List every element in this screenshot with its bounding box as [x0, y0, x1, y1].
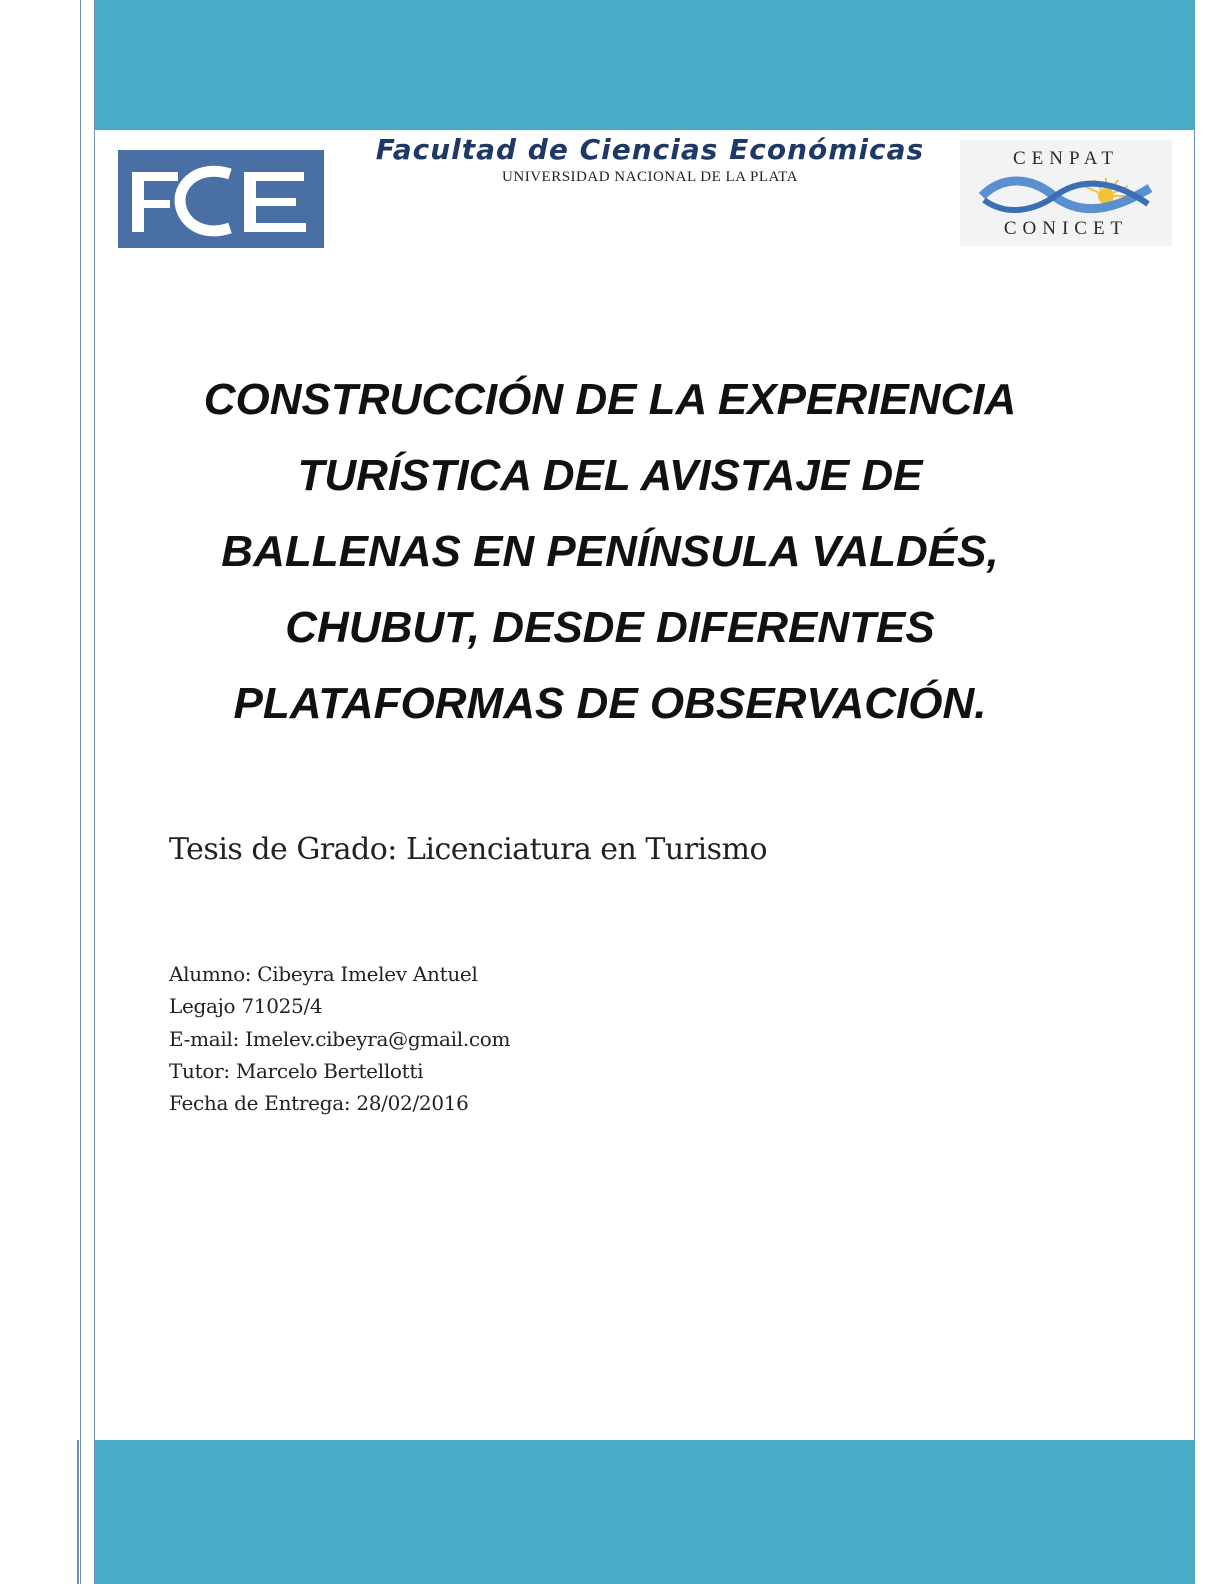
student-email: E-mail: Imelev.cibeyra@gmail.com — [169, 1026, 511, 1051]
cenpat-conicet-logo — [960, 140, 1172, 246]
fce-logo — [118, 150, 324, 248]
thesis-title-line: PLATAFORMAS DE OBSERVACIÓN. — [233, 679, 987, 728]
cenpat-label: CENPAT — [1012, 148, 1120, 169]
thesis-subtitle: Tesis de Grado: Licenciatura en Turismo — [169, 832, 768, 867]
frame-line-right — [1194, 0, 1195, 1584]
frame-line-outer-left — [80, 0, 81, 1584]
wave-sun-icon — [978, 174, 1158, 216]
thesis-title — [170, 362, 1050, 742]
delivery-date: Fecha de Entrega: 28/02/2016 — [169, 1091, 469, 1116]
thesis-title-line: BALLENAS EN PENÍNSULA VALDÉS, — [221, 527, 999, 576]
thesis-title-line: TURÍSTICA DEL AVISTAJE DE — [297, 451, 923, 500]
thesis-title-line: CHUBUT, DESDE DIFERENTES — [285, 603, 935, 652]
tutor-name: Tutor: Marcelo Bertellotti — [169, 1058, 424, 1083]
bottom-banner — [95, 1440, 1195, 1584]
frame-line-inner-left — [94, 0, 95, 1584]
student-id: Legajo 71025/4 — [169, 994, 323, 1019]
author-info — [169, 958, 510, 1119]
top-banner — [95, 0, 1195, 130]
frame-line-left-accent — [77, 1440, 79, 1584]
thesis-title-line: CONSTRUCCIÓN DE LA EXPERIENCIA — [203, 375, 1017, 424]
student-name: Alumno: Cibeyra Imelev Antuel — [169, 962, 478, 986]
conicet-label: CONICET — [1003, 218, 1129, 239]
faculty-title: Facultad de Ciencias Económicas — [375, 133, 925, 166]
university-name: UNIVERSIDAD NACIONAL DE LA PLATA — [502, 169, 798, 185]
